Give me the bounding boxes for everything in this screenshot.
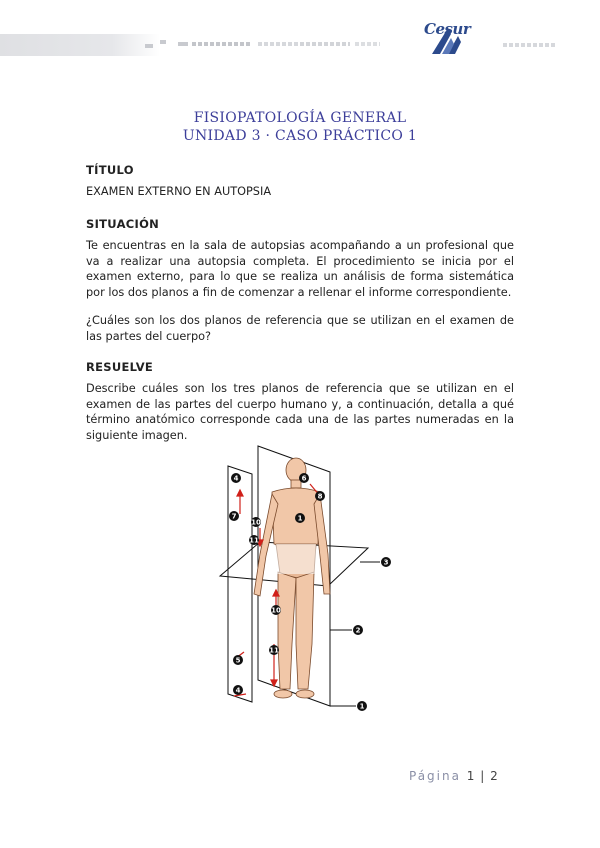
figure-label: 10 <box>271 606 281 615</box>
page-header <box>0 0 600 70</box>
titulo-text: EXAMEN EXTERNO EN AUTOPSIA <box>86 185 272 198</box>
header-pattern <box>300 42 350 46</box>
page-footer <box>409 769 499 783</box>
figure-label: 3 <box>383 558 389 567</box>
header-square <box>145 44 153 48</box>
figure-label: 1 <box>297 514 303 523</box>
logo-text: Cesur <box>424 20 471 38</box>
header-pattern <box>192 42 252 46</box>
resuelve-paragraph-1: Describe cuáles son los tres planos de referencia que se utilizan en el examen de las partes del cuerpo humano y, a continuación, detalla a qué término anatómico corresponde cada una de las partes numeradas en la siguiente imagen. <box>86 382 514 442</box>
figure-label: 11 <box>249 536 259 545</box>
anatomy-figure <box>200 444 410 714</box>
figure-label: 4 <box>235 686 241 695</box>
header-pattern <box>503 43 555 47</box>
section-heading-situacion: SITUACIÓN <box>86 217 160 231</box>
figure-label: 5 <box>235 656 241 665</box>
footer-label: Página <box>409 769 461 783</box>
situacion-paragraph-2: ¿Cuáles son los dos planos de referencia que se utilizan en el examen de las partes del cuerpo? <box>86 314 514 343</box>
header-pattern <box>258 42 298 46</box>
anatomy-planes-illustration <box>200 444 410 714</box>
header-square <box>178 42 188 46</box>
figure-label: 6 <box>301 474 307 483</box>
section-heading-titulo: TÍTULO <box>86 163 134 177</box>
header-square <box>160 40 166 44</box>
figure-label: 1 <box>359 702 365 711</box>
situacion-paragraph-1: Te encuentras en la sala de autopsias acompañando a un profesional que va a realizar una autopsia completa. El procedimiento se inicia por el examen externo, para lo que se realiza un análisis de forma sistemática por los dos planos a fin de comenzar a rellenar el informe correspondiente. <box>86 239 514 299</box>
figure-label: 8 <box>317 492 323 501</box>
figure-label: 11 <box>269 646 279 655</box>
header-pattern <box>355 42 380 46</box>
doc-title-line2: UNIDAD 3 · CASO PRÁCTICO 1 <box>182 128 418 144</box>
figure-label: 10 <box>251 518 261 527</box>
figure-label: 2 <box>355 626 361 635</box>
figure-label: 7 <box>231 512 237 521</box>
cesur-logo <box>418 14 478 58</box>
section-heading-resuelve: RESUELVE <box>86 360 154 374</box>
figure-label: 4 <box>233 474 239 483</box>
page-number: 1 | 2 <box>466 769 499 783</box>
header-band <box>0 34 160 56</box>
doc-title-line1: FISIOPATOLOGÍA GENERAL <box>193 110 407 126</box>
